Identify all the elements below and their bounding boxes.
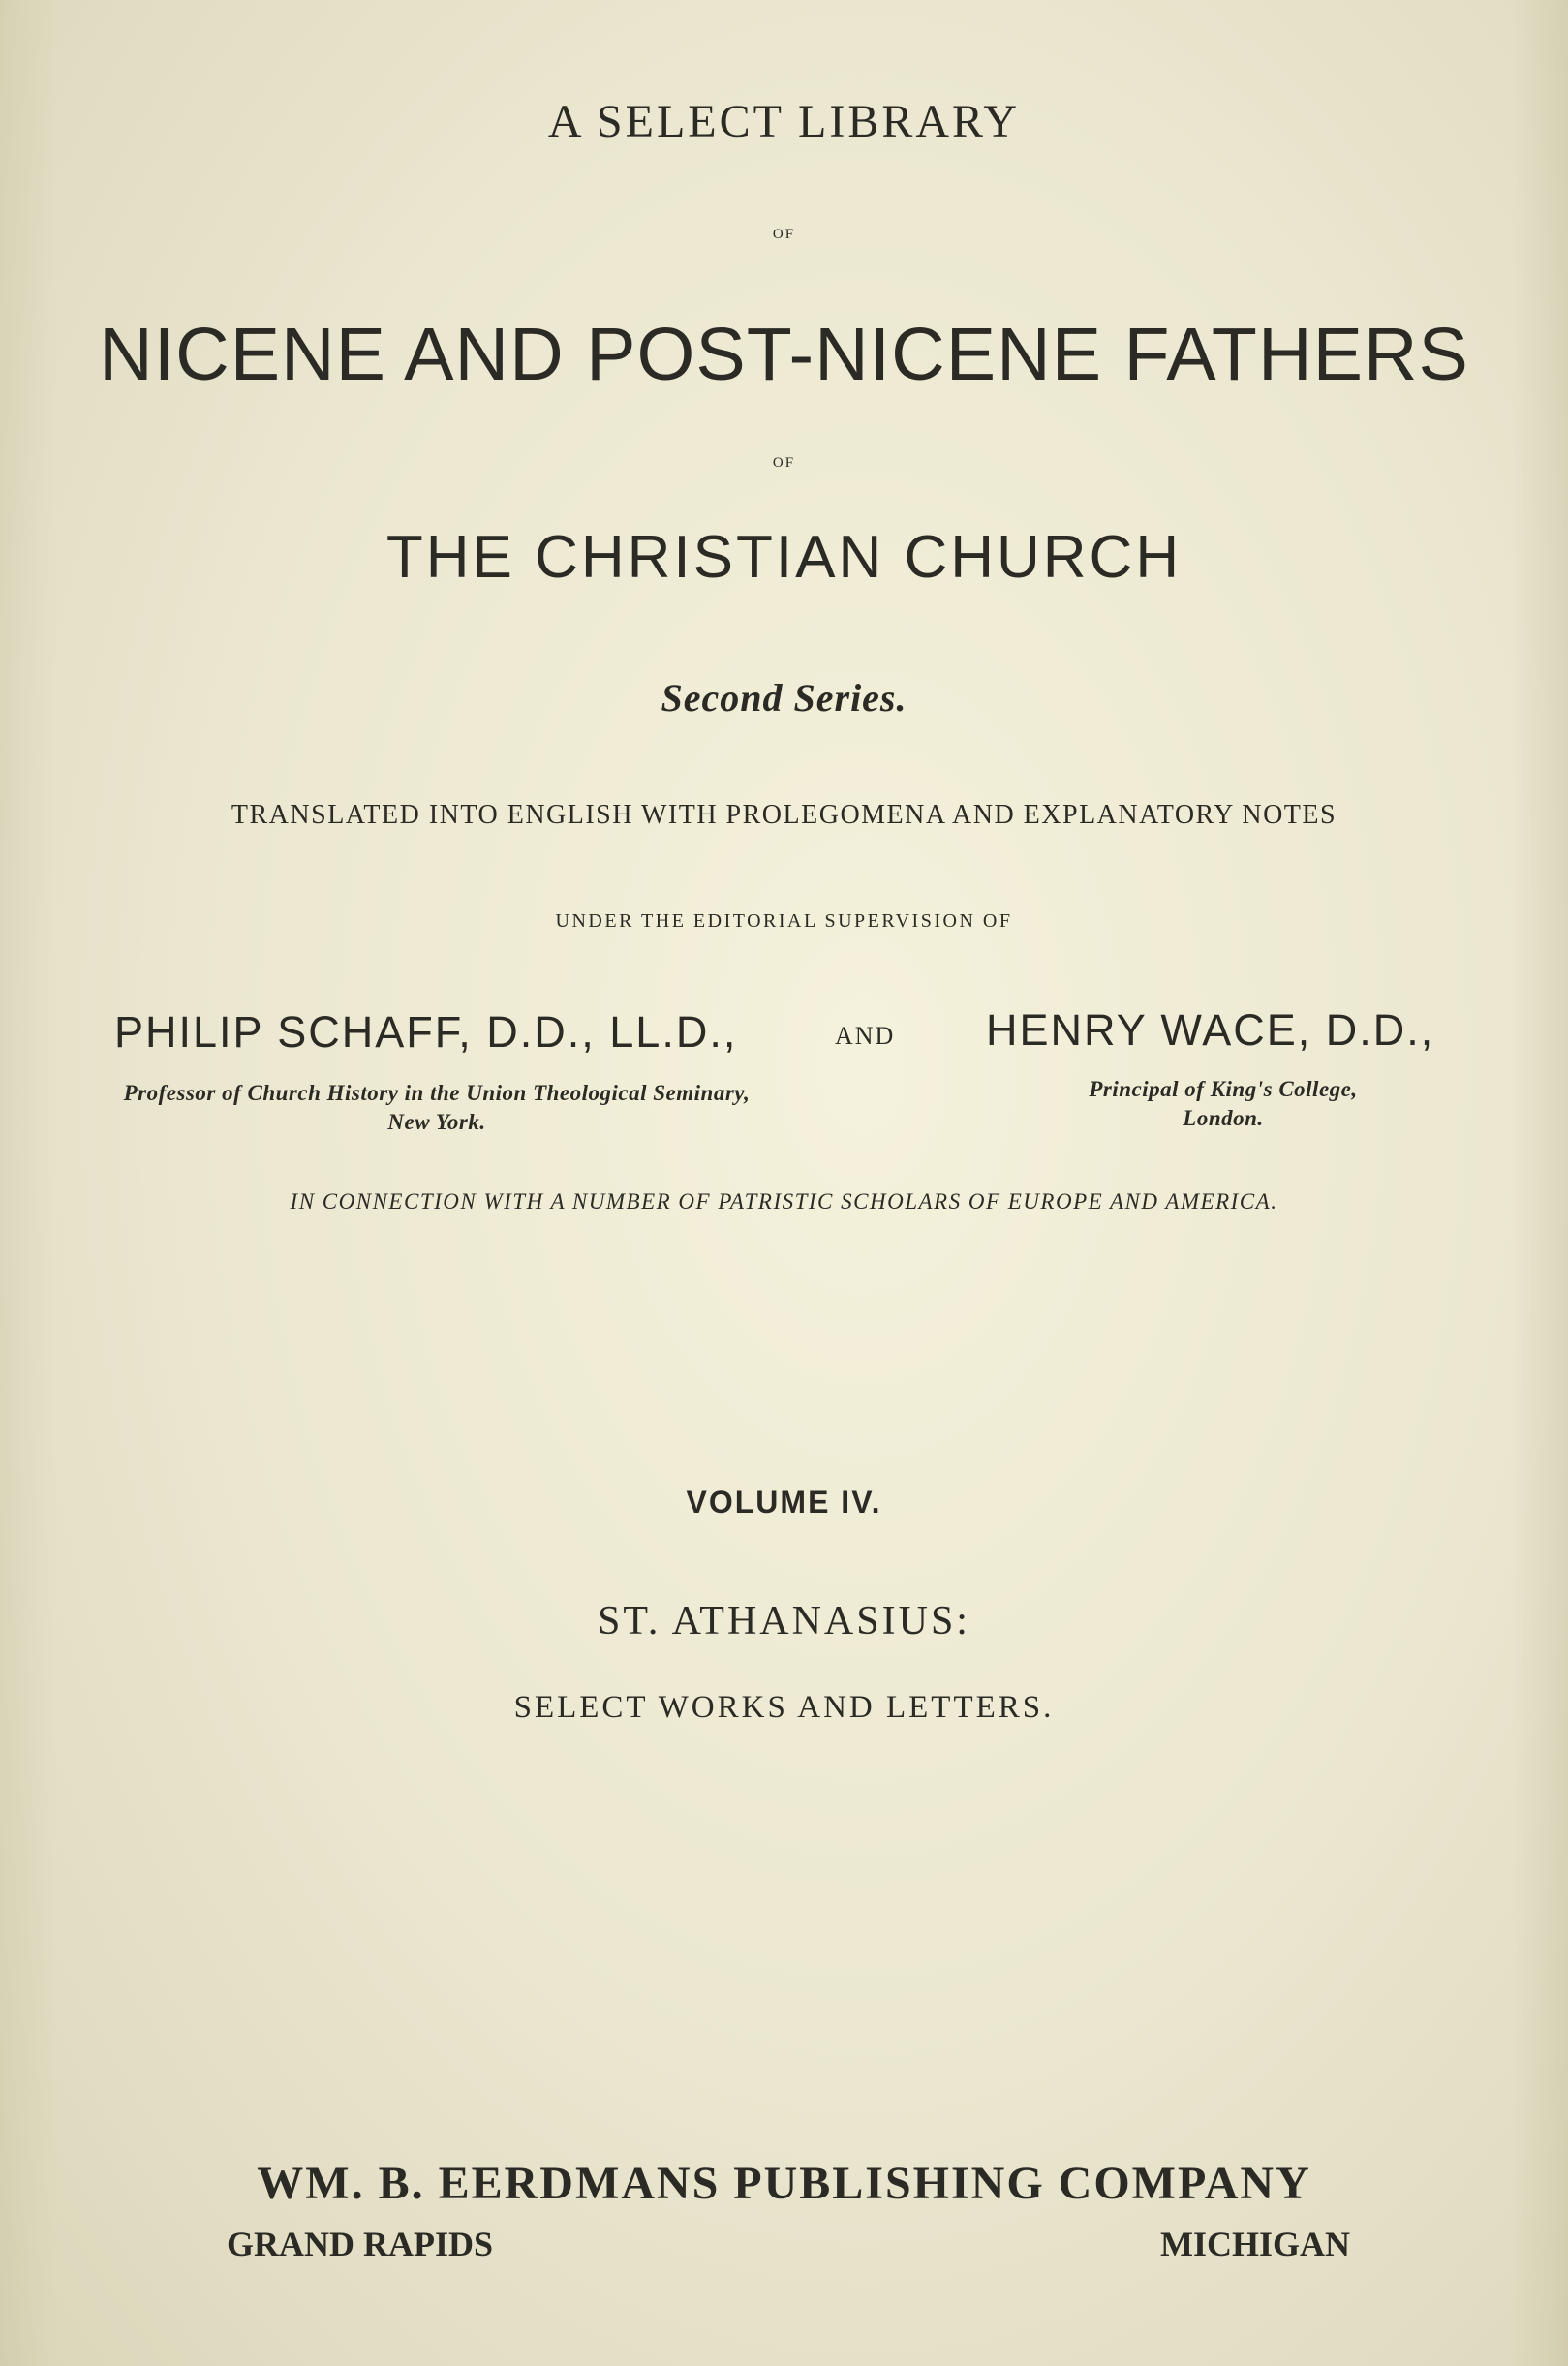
editor-schaff-title-line2: New York. xyxy=(387,1110,486,1134)
editor-wace-title-line1: Principal of King's College, xyxy=(1089,1077,1358,1101)
publisher-name: WM. B. EERDMANS PUBLISHING COMPANY xyxy=(257,2158,1311,2209)
main-title: NICENE AND POST-NICENE FATHERS xyxy=(99,313,1469,396)
editor-wace-title-line2: London. xyxy=(1183,1106,1264,1130)
translation-note: TRANSLATED INTO ENGLISH WITH PROLEGOMENA AND EXPLANATORY NOTES xyxy=(231,800,1337,830)
church-title: THE CHRISTIAN CHURCH xyxy=(385,524,1183,591)
volume-label: VOLUME IV. xyxy=(686,1485,882,1520)
editor-schaff-title xyxy=(64,1079,810,1137)
volume-subject: ST. ATHANASIUS: xyxy=(598,1599,970,1644)
library-heading: A SELECT LIBRARY xyxy=(547,96,1021,147)
editor-wace-name: HENRY WACE, D.D., xyxy=(986,1005,1435,1055)
series-label: Second Series. xyxy=(661,676,907,720)
publisher-city: GRAND RAPIDS xyxy=(227,2225,494,2263)
editor-schaff-name: PHILIP SCHAFF, D.D., LL.D., xyxy=(114,1007,738,1057)
editor-wace-title xyxy=(1005,1075,1441,1133)
editor-conjunction: AND xyxy=(835,1022,896,1050)
of-connector-1: OF xyxy=(772,227,796,242)
editor-schaff-title-line1: Professor of Church History in the Union Theological Seminary, xyxy=(123,1081,751,1105)
connection-note: IN CONNECTION WITH A NUMBER OF PATRISTIC SCHOLARS OF EUROPE AND AMERICA. xyxy=(290,1189,1278,1214)
of-connector-2: OF xyxy=(772,455,796,471)
publisher-state: MICHIGAN xyxy=(1160,2225,1350,2263)
volume-works: SELECT WORKS AND LETTERS. xyxy=(513,1690,1055,1725)
supervision-note: UNDER THE EDITORIAL SUPERVISION OF xyxy=(555,910,1013,932)
